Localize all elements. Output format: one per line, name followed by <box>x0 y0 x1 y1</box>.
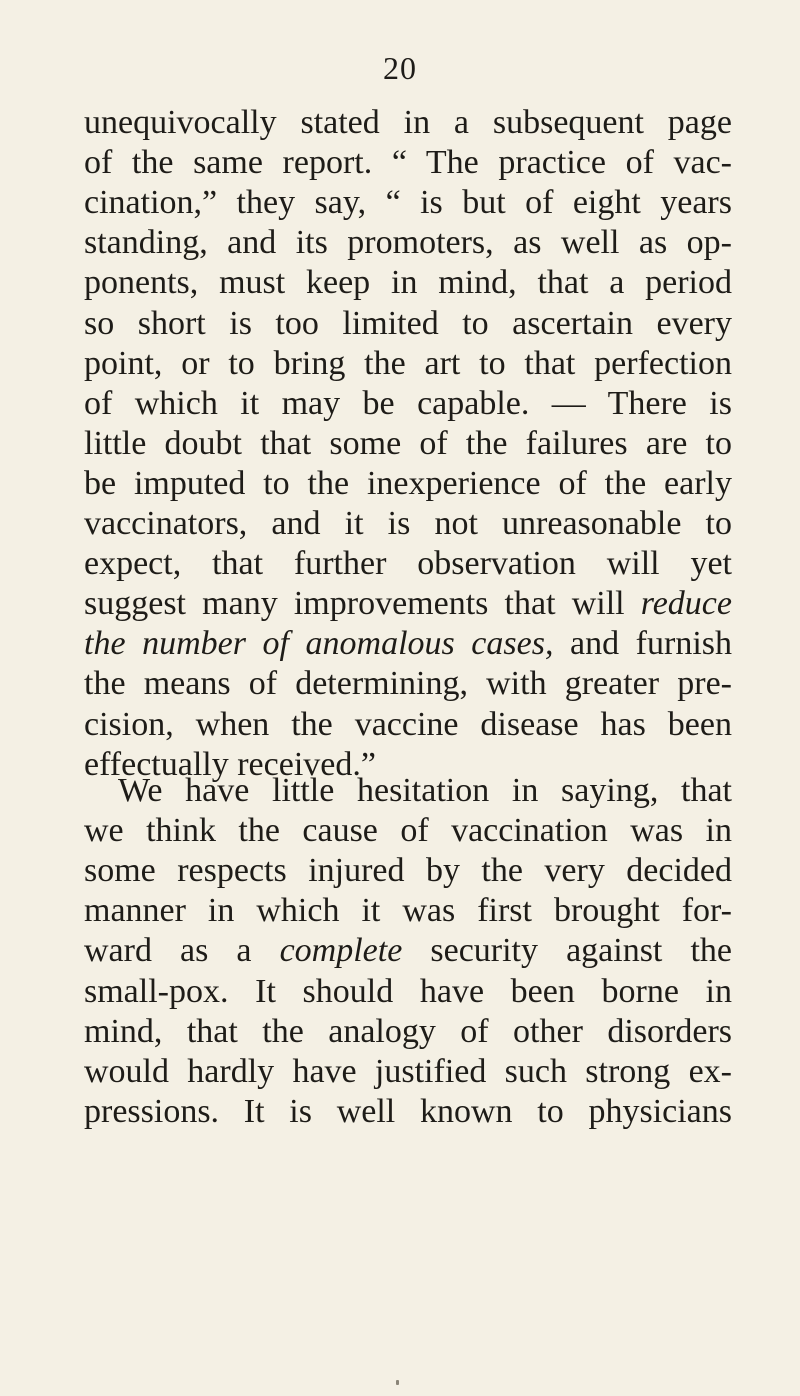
text-run: be imputed to the inexperience of the early <box>84 464 732 502</box>
text-run: ward as a <box>84 932 280 970</box>
text-run: We have little hesitation in saying, that <box>118 772 732 809</box>
text-run: effectually received.” <box>84 745 376 783</box>
text-line <box>84 344 732 384</box>
text-run: cination,” they say, “ is but of eight years <box>84 184 732 222</box>
italic-text: the number of anomalous cases, <box>84 625 554 663</box>
text-line <box>84 1052 732 1092</box>
italic-text: reduce <box>640 585 732 623</box>
text-line <box>84 664 732 704</box>
text-line <box>84 464 732 504</box>
text-run: cision, when the vaccine disease has been <box>84 705 732 743</box>
text-line <box>84 1012 732 1052</box>
text-line <box>84 544 732 584</box>
text-line <box>84 851 732 891</box>
text-run: pressions. It is well known to physicians <box>84 1092 732 1130</box>
text-run: of the same report. “ The practice of vac- <box>84 144 732 182</box>
text-line <box>84 424 732 464</box>
text-run: so short is too limited to ascertain every <box>84 304 732 342</box>
text-line <box>84 304 732 344</box>
text-line <box>84 931 732 971</box>
text-run: ponents, must keep in mind, that a period <box>84 264 732 302</box>
text-run: point, or to bring the art to that perfection <box>84 344 732 382</box>
text-run: suggest many improvements that will <box>84 585 641 623</box>
italic-text: complete <box>279 932 403 970</box>
text-run: vaccinators, and it is not unreasonable to <box>84 505 732 542</box>
text-line <box>84 263 732 303</box>
text-line <box>118 771 732 811</box>
print-speck <box>396 1380 399 1385</box>
text-run: small-pox. It should have been borne in <box>84 972 732 1010</box>
text-run: standing, and its promoters, as well as op- <box>84 224 732 262</box>
text-line <box>84 183 732 223</box>
text-run: of which it may be capable. — There is <box>84 384 732 422</box>
page-number: 20 <box>383 50 417 86</box>
text-run: unequivocally stated in a subsequent page <box>84 104 732 141</box>
text-line <box>84 384 732 424</box>
text-line <box>84 584 732 624</box>
text-run: we think the cause of vaccination was in <box>84 812 732 850</box>
text-line <box>84 143 732 183</box>
text-line <box>84 624 732 664</box>
text-line <box>84 223 732 263</box>
text-run: some respects injured by the very decided <box>84 852 732 890</box>
text-run: mind, that the analogy of other disorders <box>84 1012 732 1050</box>
text-line <box>84 972 732 1012</box>
text-run: manner in which it was first brought for- <box>84 892 732 930</box>
text-line <box>84 705 732 745</box>
text-run: security against the <box>402 932 732 970</box>
text-run: expect, that further observation will yet <box>84 545 732 583</box>
text-line <box>84 504 732 544</box>
text-line <box>84 1092 732 1132</box>
text-line <box>84 811 732 851</box>
text-line <box>84 891 732 931</box>
text-run: the means of determining, with greater pre- <box>84 665 732 703</box>
text-run: little doubt that some of the failures are to <box>84 424 732 462</box>
text-run: would hardly have justified such strong ex- <box>84 1052 732 1090</box>
text-line <box>84 103 732 143</box>
text-run: and furnish <box>553 625 732 663</box>
